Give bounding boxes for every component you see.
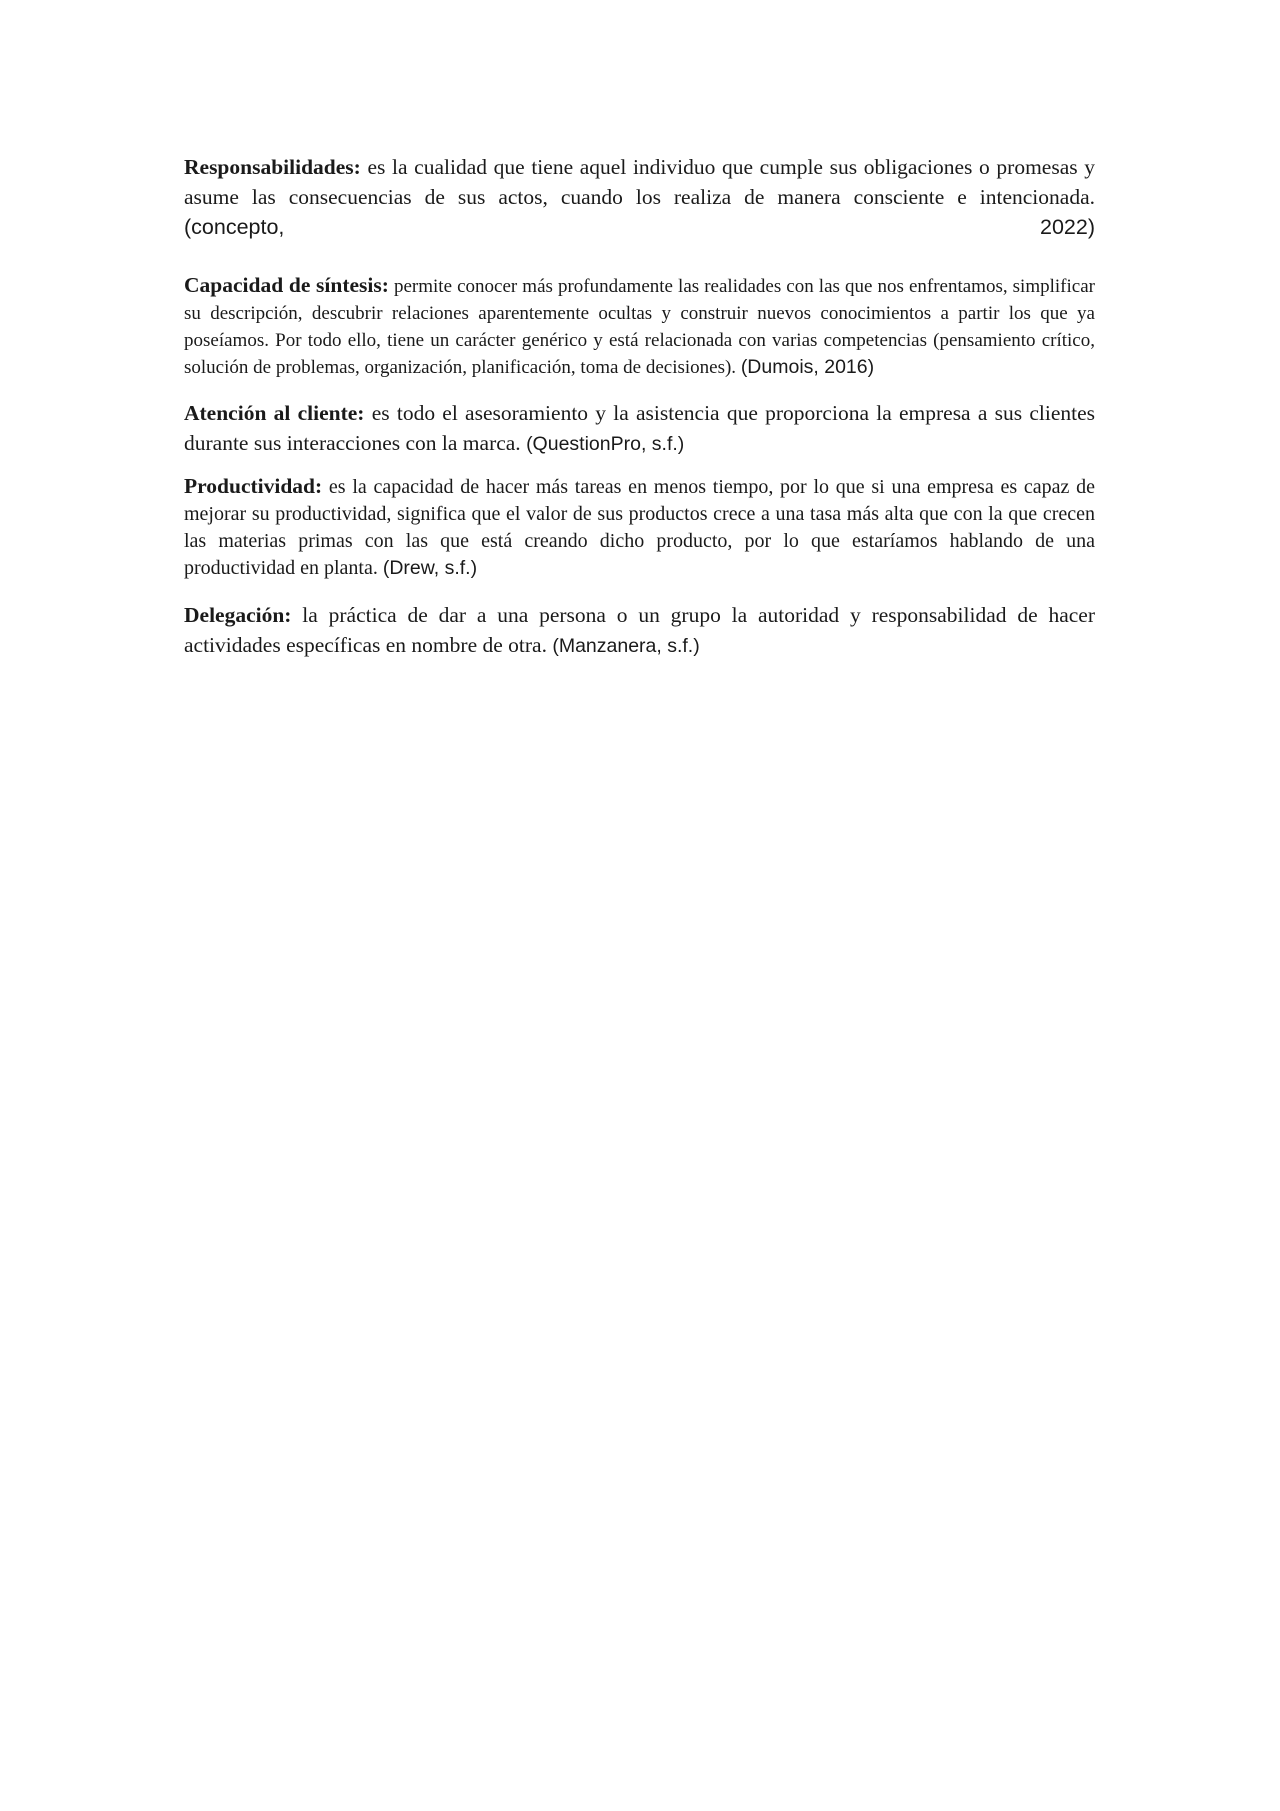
term-responsabilidades: Responsabilidades: bbox=[184, 155, 361, 179]
term-delegacion: Delegación: bbox=[184, 603, 292, 627]
document-body bbox=[184, 152, 1095, 661]
paragraph-atencion-al-cliente bbox=[184, 398, 1095, 459]
definition-responsabilidades: es la cualidad que tiene aquel individuo que cumple sus obligaciones o promesas y asume las consecuencias de sus actos, cuando los realiza de manera consciente e intencionada. bbox=[184, 155, 1095, 209]
definition-productividad: es la capacidad de hacer más tareas en menos tiempo, por lo que si una empresa es capaz de mejorar su productividad, significa que el valor de sus productos crece a una tasa más alta que con la que crecen las materias primas con las que está creando dicho producto, por lo que estaríamos hablando de una productividad en planta. bbox=[184, 476, 1095, 579]
definition-capacidad-de-sintesis: permite conocer más profundamente las realidades con las que nos enfrentamos, simplificar su descripción, descubrir relaciones aparentemente ocultas y construir nuevos conocimientos a partir los que ya poseíamos. Por todo ello, tiene un carácter genérico y está relacionada con varias competencias (pensamiento crítico, solución de problemas, organización, planificación, toma de decisiones). bbox=[184, 276, 1095, 378]
citation-delegacion: (Manzanera, s.f.) bbox=[552, 635, 700, 657]
definition-atencion-al-cliente: es todo el asesoramiento y la asistencia que proporciona la empresa a sus clientes durante sus interacciones con la marca. bbox=[184, 401, 1095, 455]
paragraph-capacidad-de-sintesis bbox=[184, 272, 1095, 381]
definition-delegacion: la práctica de dar a una persona o un grupo la autoridad y responsabilidad de hacer actividades específicas en nombre de otra. bbox=[184, 603, 1095, 657]
citation-responsabilidades: (concepto, 2022) bbox=[184, 215, 1095, 239]
paragraph-productividad bbox=[184, 473, 1095, 582]
citation-capacidad-de-sintesis: (Dumois, 2016) bbox=[740, 356, 875, 378]
paragraph-delegacion bbox=[184, 600, 1095, 661]
term-productividad: Productividad: bbox=[184, 474, 323, 498]
term-atencion-al-cliente: Atención al cliente: bbox=[184, 401, 365, 425]
paragraph-responsabilidades bbox=[184, 152, 1095, 242]
citation-atencion-al-cliente: (QuestionPro, s.f.) bbox=[526, 433, 685, 455]
term-capacidad-de-sintesis: Capacidad de síntesis: bbox=[184, 273, 389, 297]
citation-productividad: (Drew, s.f.) bbox=[382, 557, 478, 579]
